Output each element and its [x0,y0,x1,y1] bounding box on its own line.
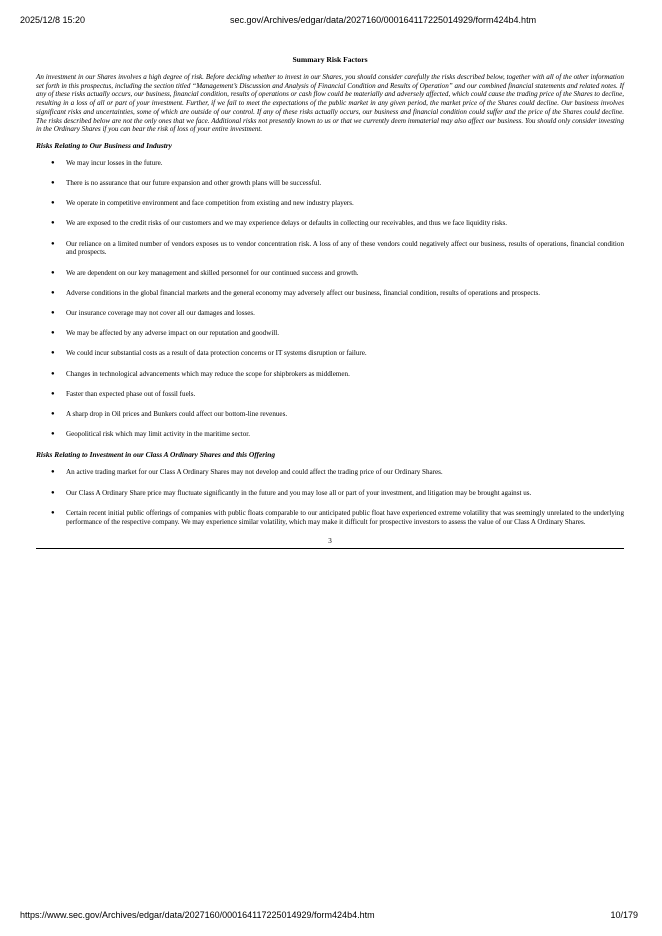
list-item [36,349,624,358]
document-page [36,55,624,549]
bullet-icon: ● [51,509,55,516]
section-heading-investment: Risks Relating to Investment in our Class A Ordinary Shares and this Offering [36,450,276,460]
list-item-text: Certain recent initial public offerings of companies with public floats comparable to our anticipated public float have experienced extreme volatility that was seemingly unrelated to the underlying performance of the respective company. We may experience similar volatility, which may make it difficult for prospective investors to assess the value of our Class A Ordinary Shares. [66,508,624,526]
list-item [36,430,624,439]
bullet-icon: ● [51,310,55,317]
list-item [36,179,624,188]
list-item [36,410,624,419]
print-datetime: 2025/12/8 15:20 [20,15,86,25]
list-item-text: We are dependent on our key management and skilled personnel for our continued success and growth. [66,268,359,277]
section-heading-business: Risks Relating to Our Business and Industry [36,140,172,150]
business-risk-list [36,159,624,439]
list-item-text: There is no assurance that our future expansion and other growth plans will be successful. [66,179,322,188]
list-item [36,289,624,298]
list-item-text: Faster than expected phase out of fossil fuels. [66,389,196,398]
list-item-text: Geopolitical risk which may limit activity in the maritime sector. [66,430,251,439]
print-page-counter: 10/179 [610,910,638,920]
bullet-icon: ● [51,350,55,357]
list-item [36,370,624,379]
list-item-text: We may be affected by any adverse impact on our reputation and goodwill. [66,329,280,338]
list-item [36,159,624,168]
list-item-text: Our Class A Ordinary Share price may fluctuate significantly in the future and you may lose all or part of your investment, and litigation may be brought against us. [66,488,532,497]
list-item [36,199,624,208]
bullet-icon: ● [51,330,55,337]
list-item [36,390,624,399]
bullet-icon: ● [51,431,55,438]
intro-paragraph: An investment in our Shares involves a high degree of risk. Before deciding whether to invest in our Shares, you should consider carefully the risks described below, together with all of the other information set forth in this prospectus, including the section titled “Management’s Discussion and Analysis of Financial Condition and Results of Operation” and our combined financial statements and related notes. If any of these risks actually occurs, our business, financial condition, results of operations or cash flow could be materially and adversely affected, which could cause the trading price of the Shares to decline, resulting in a loss of all or part of your investment. Further, if we fail to meet the expectations of the public market in any given period, the market price of the Shares could decline. Our business involves significant risks and uncertainties, some of which are outside of our control. If any of these risks actually occurs, our business and financial condition could suffer and the price of the Shares could decline. The risks described below are not the only ones that we face. Additional risks not presently known to us or that we currently deem immaterial may also affect our business. You should only consider investing in the Ordinary Shares if you can bear the risk of loss of your entire investment. [36,73,624,134]
list-item-text: We are exposed to the credit risks of our customers and we may experience delays or defaults in collecting our receivables, and thus we face liquidity risks. [66,219,508,228]
list-item [36,509,624,527]
list-item-text: A sharp drop in Oil prices and Bunkers could affect our bottom-line revenues. [66,409,288,418]
bullet-icon: ● [51,220,55,227]
bullet-icon: ● [51,200,55,207]
list-item [36,468,624,477]
page-divider [36,548,624,549]
investment-risk-list [36,468,624,526]
bullet-icon: ● [51,289,55,296]
list-item-text: Adverse conditions in the global financial markets and the general economy may adversely affect our business, financial condition, results of operations and prospects. [66,288,541,297]
bullet-icon: ● [51,159,55,166]
print-footer-url: https://www.sec.gov/Archives/edgar/data/2027160/000164117225014929/form424b4.htm [20,910,375,920]
bullet-icon: ● [51,489,55,496]
print-header-url: sec.gov/Archives/edgar/data/2027160/000164117225014929/form424b4.htm [230,15,537,25]
bullet-icon: ● [51,469,55,476]
bullet-icon: ● [51,180,55,187]
list-item-text: Changes in technological advancements which may reduce the scope for shipbrokers as middlemen. [66,369,350,378]
list-item [36,309,624,318]
page-title: Summary Risk Factors [292,55,368,64]
list-item [36,219,624,228]
list-item-text: We may incur losses in the future. [66,158,163,167]
bullet-icon: ● [51,370,55,377]
list-item [36,489,624,498]
page-number: 3 [328,536,332,545]
list-item-text: Our insurance coverage may not cover all our damages and losses. [66,309,255,318]
list-item [36,240,624,258]
browser-print-footer [20,910,638,924]
bullet-icon: ● [51,240,55,247]
bullet-icon: ● [51,269,55,276]
list-item [36,269,624,278]
bullet-icon: ● [51,390,55,397]
list-item-text: Our reliance on a limited number of vendors exposes us to vendor concentration risk. A loss of any of these vendors could negatively affect our business, results of operations, financial condition and prospects. [66,239,624,257]
list-item [36,329,624,338]
list-item-text: We could incur substantial costs as a result of data protection concerns or IT systems disruption or failure. [66,349,367,358]
list-item-text: An active trading market for our Class A Ordinary Shares may not develop and could affect the trading price of our Ordinary Shares. [66,468,443,477]
browser-print-header [20,15,638,29]
bullet-icon: ● [51,410,55,417]
list-item-text: We operate in competitive environment and face competition from existing and new industry players. [66,199,354,208]
